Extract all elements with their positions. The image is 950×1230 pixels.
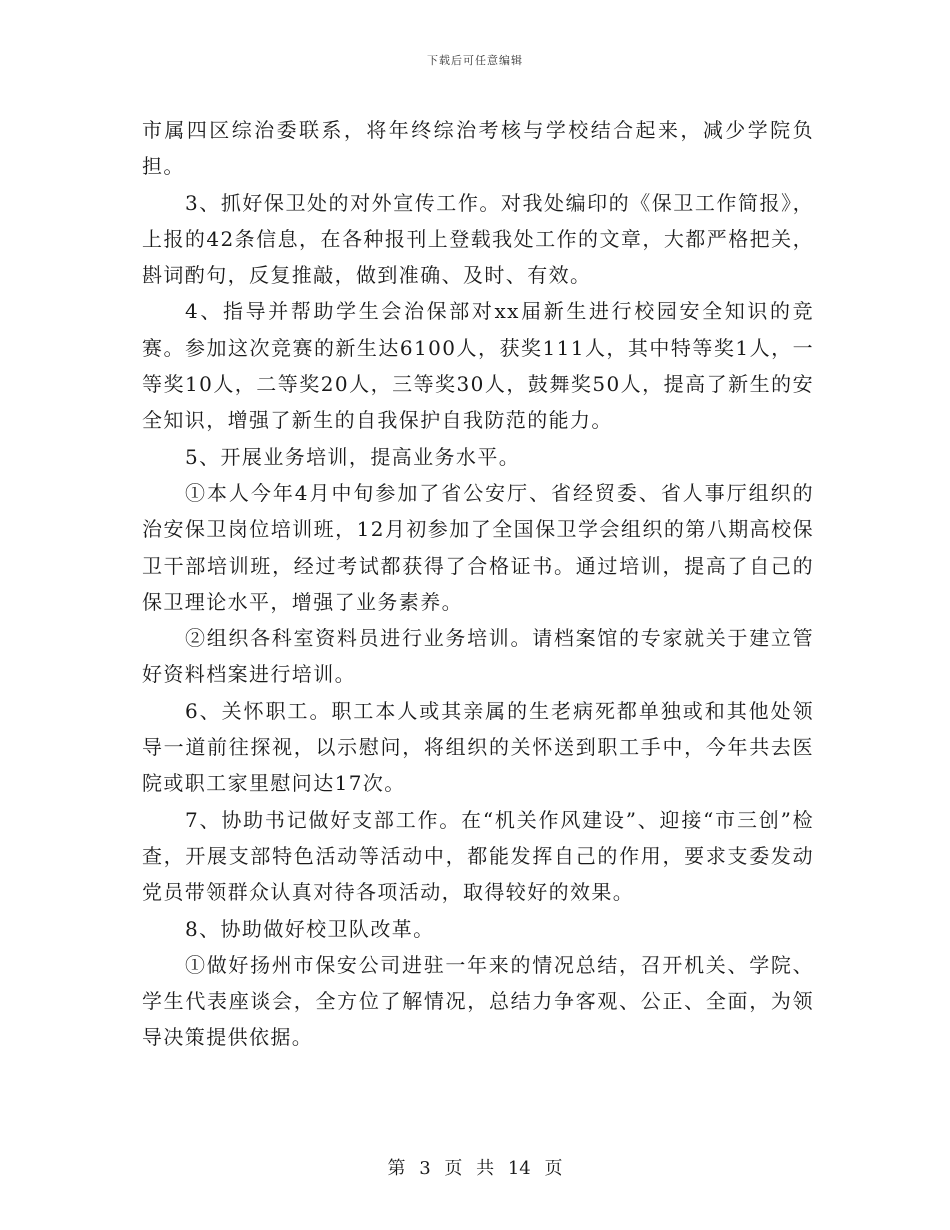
page-footer: 第 3 页 共 14 页 — [387, 1158, 563, 1179]
paragraph-4: 5、开展业务培训，提高业务水平。 — [185, 444, 521, 469]
paragraph-3: 4、指导并帮助学生会治保部对xx届新生进行校园安全知识的竞赛。参加这次竞赛的新生达6100人，获奖111人，其中特等奖1人，一等奖10人，二等奖20人，三等奖30人，鼓舞奖50人，提高了新生的安全知识，增强了新生的自我保护自我防范的能力。 — [142, 299, 814, 433]
paragraph-6: ②组织各科室资料员进行业务培训。请档案馆的专家就关于建立管好资料档案进行培训。 — [142, 626, 814, 687]
paragraph-10: ①做好扬州市保安公司进驻一年来的情况总结，召开机关、学院、学生代表座谈会，全方位了解情况，总结力争客观、公正、全面，为领导决策提供依据。 — [142, 952, 814, 1050]
paragraph-5: ①本人今年4月中旬参加了省公安厅、省经贸委、省人事厅组织的治安保卫岗位培训班，12月初参加了全国保卫学会组织的第八期高校保卫干部培训班，经过考试都获得了合格证书。通过培训，提高了自己的保卫理论水平，增强了业务素养。 — [142, 480, 814, 614]
paragraph-8: 7、协助书记做好支部工作。在“机关作风建设”、迎接“市三创”检查，开展支部特色活动等活动中，都能发挥自己的作用，要求支委发动党员带领群众认真对待各项活动，取得较好的效果。 — [142, 807, 814, 905]
document-body — [142, 112, 814, 1056]
paragraph-9: 8、协助做好校卫队改革。 — [185, 916, 435, 941]
page-header: 下载后可任意编辑 — [427, 54, 523, 67]
paragraph-1: 市属四区综治委联系，将年终综治考核与学校结合起来，减少学院负担。 — [142, 118, 814, 179]
paragraph-2: 3、抓好保卫处的对外宣传工作。对我处编印的《保卫工作简报》，上报的42条信息，在各种报刊上登载我处工作的文章，大都严格把关，斟词酌句，反复推敲，做到准确、及时、有效。 — [142, 190, 814, 288]
paragraph-7: 6、关怀职工。职工本人或其亲属的生老病死都单独或和其他处领导一道前往探视，以示慰问，将组织的关怀送到职工手中，今年共去医院或职工家里慰问达17次。 — [142, 698, 814, 796]
